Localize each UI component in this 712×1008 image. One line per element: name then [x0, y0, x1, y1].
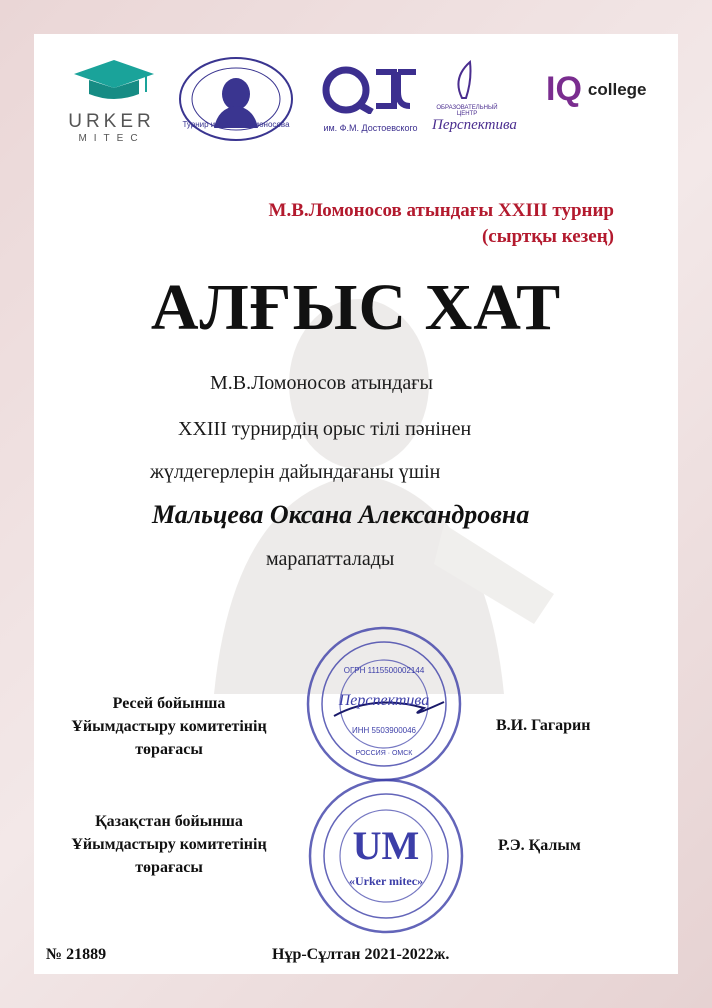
mitec-wordmark: MITEC: [78, 133, 145, 144]
perspektiva-top-text: ОБРАЗОВАТЕЛЬНЫЙ ЦЕНТР: [436, 105, 498, 117]
russia-signer-name: В.И. Гагарин: [496, 717, 591, 734]
certificate-number: № 21889: [46, 946, 107, 963]
lomonosov-seal-icon: [176, 56, 296, 142]
stamp2-letters: UM: [352, 823, 420, 868]
recipient-name: Мальцева Оксана Александровна: [152, 500, 530, 529]
russia-line-1: Ресей бойынша: [112, 695, 226, 712]
kazakhstan-line-3: төрағасы: [135, 859, 203, 876]
iq-college-text: college: [587, 79, 647, 99]
lomonosov-tournament-logo: [176, 56, 296, 142]
stamp1-ogrn: ОГРН 1115500002144: [343, 666, 425, 675]
awarded-text: марапатталады: [266, 548, 395, 570]
header-line-1: М.В.Ломоносов атындағы XXIII турнир: [268, 200, 614, 221]
header-line-2: (сыртқы кезең): [481, 226, 614, 247]
kazakhstan-committee-block: [34, 810, 304, 879]
russia-committee-block: [34, 692, 304, 761]
kazakhstan-line-1: Қазақстан бойынша: [95, 813, 243, 830]
iq-college-logo: [546, 70, 661, 120]
kazakhstan-line-2: Ұйымдастыру комитетінің: [71, 836, 267, 853]
stamp1-inn: ИНН 5503900046: [351, 726, 417, 735]
logo-row: [34, 34, 678, 174]
stamp2-name: «Urker mitec»: [348, 874, 424, 888]
kazakhstan-signer-name: Р.Э. Қалым: [498, 837, 581, 854]
body-line-1: М.В.Ломоносов атындағы: [210, 372, 433, 394]
urker-wordmark: URKER: [68, 111, 155, 132]
graduation-cap-icon: [64, 54, 159, 104]
russia-line-2: Ұйымдастыру комитетінің: [71, 718, 267, 735]
perspektiva-logo: [432, 60, 522, 140]
lomonosov-ring-text: Турнир им. М.В. Ломоносова: [182, 120, 290, 129]
stamp1-city: РОССИЯ · ОМСК: [355, 750, 413, 757]
body-line-2: XXIII турнирдің орыс тілі пәнінен: [178, 418, 472, 440]
urker-logo: [64, 54, 159, 144]
stamp1-center-text: Перспектива: [338, 692, 430, 709]
place-and-date: Нұр-Сұлтан 2021-2022ж.: [272, 946, 450, 963]
feather-quill-icon: [432, 60, 522, 100]
perspektiva-stamp: [304, 624, 464, 784]
certificate-sheet: [34, 34, 678, 974]
omgu-emblem-icon: [318, 66, 423, 114]
perspektiva-script-text: Перспектива: [432, 117, 517, 133]
body-line-3: жүлдегерлерін дайындағаны үшін: [150, 461, 441, 483]
iq-mark: IQ: [546, 70, 582, 108]
dostoevsky-university-logo: [318, 66, 423, 136]
dostoevsky-caption: им. Ф.М. Достоевского: [323, 123, 418, 133]
tournament-header: [134, 198, 614, 250]
certificate-title: АЛҒЫС ХАТ: [150, 271, 562, 344]
russia-line-3: төрағасы: [135, 741, 203, 758]
urker-stamp: [306, 776, 466, 936]
